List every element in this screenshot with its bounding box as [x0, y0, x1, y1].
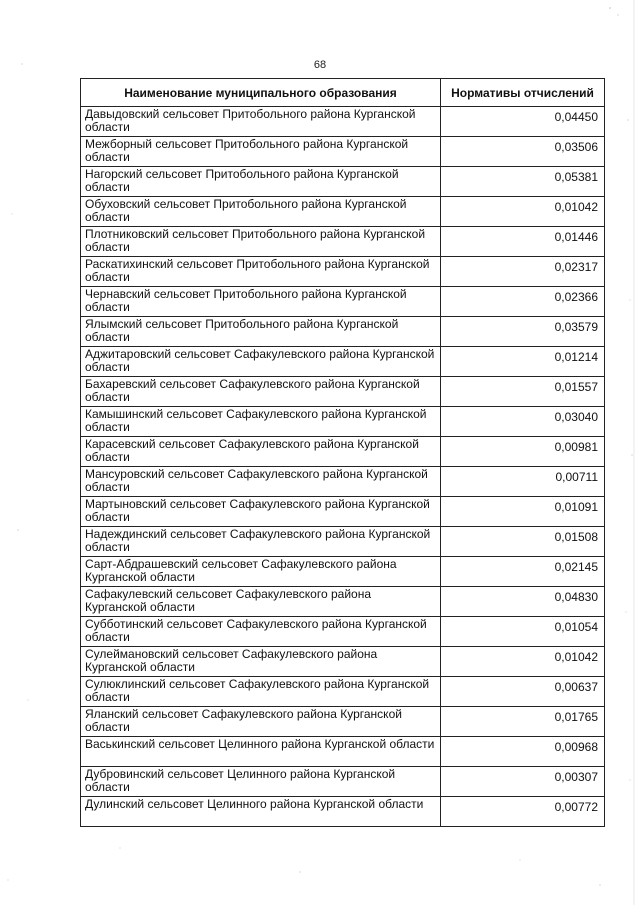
municipality-name: Карасевский сельсовет Сафакулевского района Курганской области [81, 437, 441, 467]
allocation-norm-value: 0,02317 [441, 257, 605, 287]
allocation-norm-value: 0,00711 [441, 467, 605, 497]
allocation-norm-value: 0,00772 [441, 797, 605, 827]
allocation-norm-value: 0,01765 [441, 707, 605, 737]
municipality-name: Дулинский сельсовет Целинного района Курганской области [81, 797, 441, 827]
allocation-norm-value: 0,03506 [441, 137, 605, 167]
table-row [81, 587, 605, 617]
municipality-name: Яланский сельсовет Сафакулевского района Курганской области [81, 707, 441, 737]
table-row [81, 557, 605, 587]
table-row [81, 437, 605, 467]
table-row [81, 197, 605, 227]
municipality-name: Васькинский сельсовет Целинного района Курганской области [81, 737, 441, 767]
table-row [81, 347, 605, 377]
column-header-norms: Нормативы отчислений [441, 79, 605, 107]
table-row [81, 107, 605, 137]
municipality-name: Ялымский сельсовет Притобольного района Курганской области [81, 317, 441, 347]
table-row [81, 137, 605, 167]
allocation-norms-table [80, 78, 605, 827]
municipality-name: Надеждинский сельсовет Сафакулевского района Курганской области [81, 527, 441, 557]
table-row [81, 467, 605, 497]
table-row [81, 677, 605, 707]
municipality-name: Сарт-Абдрашевский сельсовет Сафакулевского района Курганской области [81, 557, 441, 587]
allocation-norm-value: 0,01091 [441, 497, 605, 527]
municipality-name: Камышинский сельсовет Сафакулевского района Курганской области [81, 407, 441, 437]
municipality-name: Мансуровский сельсовет Сафакулевского района Курганской области [81, 467, 441, 497]
table-row [81, 167, 605, 197]
allocation-norm-value: 0,04830 [441, 587, 605, 617]
allocation-norm-value: 0,01042 [441, 197, 605, 227]
municipality-name: Плотниковский сельсовет Притобольного района Курганской области [81, 227, 441, 257]
table-row [81, 407, 605, 437]
table-row [81, 617, 605, 647]
allocation-norm-value: 0,00307 [441, 767, 605, 797]
allocation-norm-value: 0,02366 [441, 287, 605, 317]
table-row [81, 497, 605, 527]
table-row [81, 287, 605, 317]
table-row [81, 377, 605, 407]
municipality-name: Обуховский сельсовет Притобольного района Курганской области [81, 197, 441, 227]
allocation-norm-value: 0,05381 [441, 167, 605, 197]
table-row [81, 707, 605, 737]
municipality-name: Сулюклинский сельсовет Сафакулевского района Курганской области [81, 677, 441, 707]
allocation-norm-value: 0,01508 [441, 527, 605, 557]
allocation-norm-value: 0,01214 [441, 347, 605, 377]
municipality-name: Давыдовский сельсовет Притобольного района Курганской области [81, 107, 441, 137]
municipality-name: Субботинский сельсовет Сафакулевского района Курганской области [81, 617, 441, 647]
municipality-name: Чернавский сельсовет Притобольного района Курганской области [81, 287, 441, 317]
municipality-name: Аджитаровский сельсовет Сафакулевского района Курганской области [81, 347, 441, 377]
allocation-norm-value: 0,03040 [441, 407, 605, 437]
table-row [81, 797, 605, 827]
table-body [81, 107, 605, 827]
column-header-municipality: Наименование муниципального образования [81, 79, 441, 107]
allocation-norm-value: 0,00637 [441, 677, 605, 707]
table-row [81, 527, 605, 557]
municipality-name: Бахаревский сельсовет Сафакулевского района Курганской области [81, 377, 441, 407]
table-row [81, 317, 605, 347]
page-number: 68 [313, 59, 327, 71]
municipality-name: Раскатихинский сельсовет Притобольного района Курганской области [81, 257, 441, 287]
municipality-name: Сулеймановский сельсовет Сафакулевского района Курганской области [81, 647, 441, 677]
table-row [81, 227, 605, 257]
municipality-name: Межборный сельсовет Притобольного района Курганской области [81, 137, 441, 167]
municipality-name: Дубровинский сельсовет Целинного района Курганской области [81, 767, 441, 797]
table-row [81, 647, 605, 677]
allocation-norm-value: 0,01446 [441, 227, 605, 257]
municipality-name: Сафакулевский сельсовет Сафакулевского района Курганской области [81, 587, 441, 617]
allocation-norm-value: 0,04450 [441, 107, 605, 137]
municipality-name: Мартыновский сельсовет Сафакулевского района Курганской области [81, 497, 441, 527]
table-row [81, 767, 605, 797]
allocation-norm-value: 0,01557 [441, 377, 605, 407]
allocation-norm-value: 0,01042 [441, 647, 605, 677]
table-row [81, 257, 605, 287]
allocation-norm-value: 0,01054 [441, 617, 605, 647]
allocation-norm-value: 0,00981 [441, 437, 605, 467]
municipality-name: Нагорский сельсовет Притобольного района Курганской области [81, 167, 441, 197]
table-header-row [81, 79, 605, 107]
allocation-norm-value: 0,02145 [441, 557, 605, 587]
allocation-norm-value: 0,03579 [441, 317, 605, 347]
table-row [81, 737, 605, 767]
allocation-norm-value: 0,00968 [441, 737, 605, 767]
